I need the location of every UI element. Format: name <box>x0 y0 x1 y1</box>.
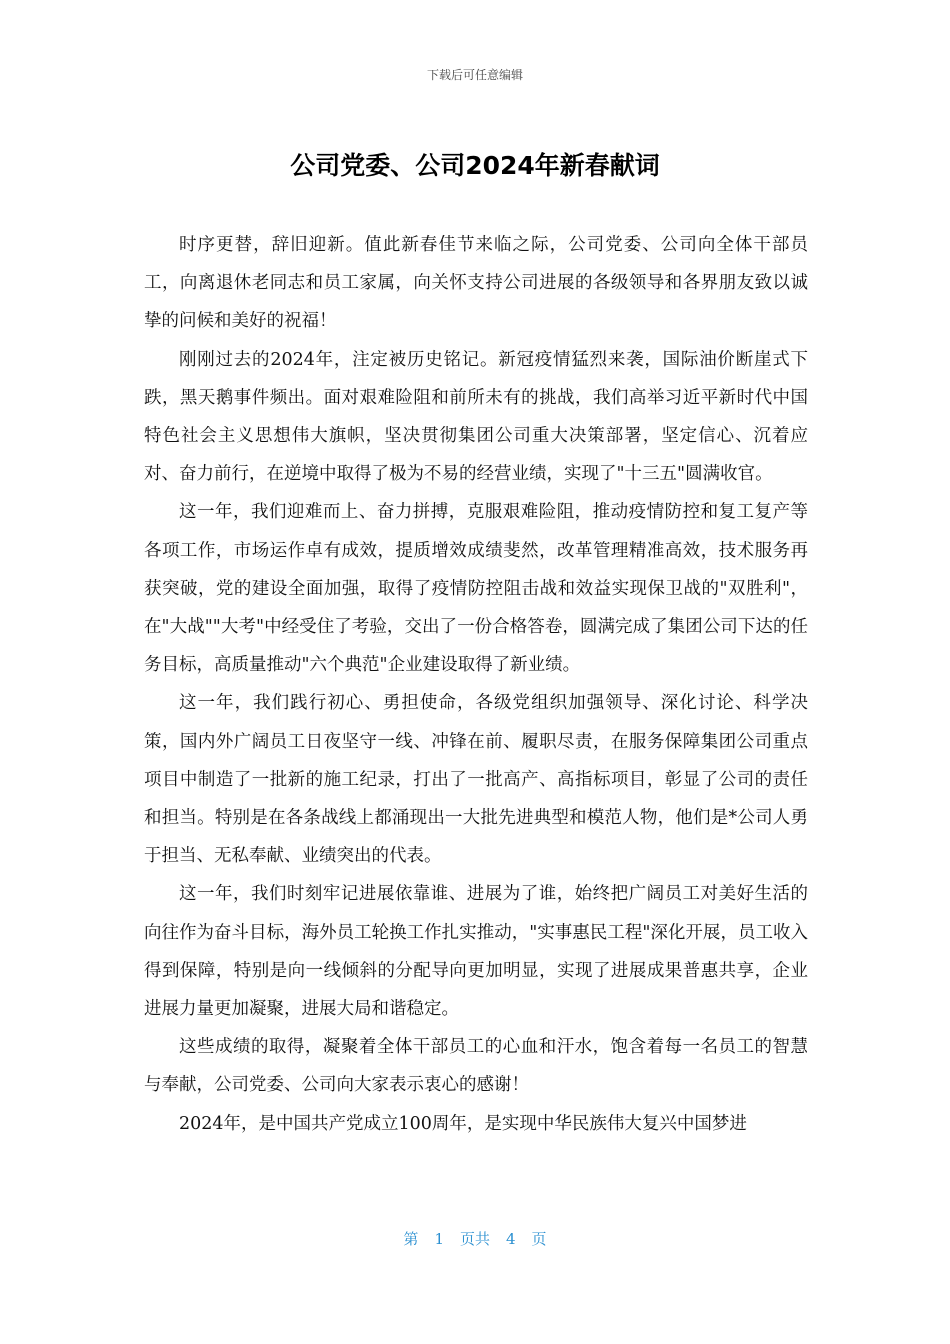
footer-current-page: 1 <box>434 1230 444 1248</box>
paragraph-2: 刚刚过去的2024年，注定被历史铭记。新冠疫情猛烈来袭，国际油价断崖式下跌，黑天鹅事件频出。面对艰难险阻和前所未有的挑战，我们高举习近平新时代中国特色社会主义思想伟大旗帜，坚决贯彻集团公司重大决策部署，坚定信心、沉着应对、奋力前行，在逆境中取得了极为不易的经营业绩，实现了"十三五"圆满收官。 <box>144 349 808 485</box>
paragraph-4: 这一年，我们践行初心、勇担使命，各级党组织加强领导、深化讨论、科学决策，国内外广阔员工日夜坚守一线、冲锋在前、履职尽责，在服务保障集团公司重点项目中制造了一批新的施工纪录，打出了一批高产、高指标项目，彰显了公司的责任和担当。特别是在各条战线上都涌现出一大批先进典型和模范人物，他们是*公司人勇于担当、无私奉献、业绩突出的代表。 <box>144 693 808 867</box>
page-header-note: 下载后可任意编辑 <box>426 68 523 82</box>
paragraph-1: 时序更替，辞旧迎新。值此新春佳节来临之际，公司党委、公司向全体干部员工，向离退休老同志和员工家属，向关怀支持公司进展的各级领导和各界朋友致以诚挚的问候和美好的祝福！ <box>144 235 808 332</box>
footer-total-pages: 4 <box>506 1230 516 1248</box>
page-footer <box>0 1228 950 1249</box>
paragraph-3: 这一年，我们迎难而上、奋力拼搏，克服艰难险阻，推动疫情防控和复工复产等各项工作，市场运作卓有成效，提质增效成绩斐然，改革管理精准高效，技术服务再获突破，党的建设全面加强，取得了疫情防控阻击战和效益实现保卫战的"双胜利"，在"大战""大考"中经受住了考验，交出了一份合格答卷，圆满完成了集团公司下达的任务目标，高质量推动"六个典范"企业建设取得了新业绩。 <box>144 502 808 676</box>
footer-middle: 页共 <box>459 1230 490 1248</box>
paragraph-5: 这一年，我们时刻牢记进展依靠谁、进展为了谁，始终把广阔员工对美好生活的向往作为奋斗目标，海外员工轮换工作扎实推动，"实事惠民工程"深化开展，员工收入得到保障，特别是向一线倾斜的分配导向更加明显，实现了进展成果普惠共享，企业进展力量更加凝聚，进展大局和谐稳定。 <box>144 884 808 1020</box>
footer-suffix: 页 <box>531 1230 547 1248</box>
document-title: 公司党委、公司2024年新春献词 <box>290 151 660 180</box>
paragraph-7: 2024年，是中国共产党成立100周年，是实现中华民族伟大复兴中国梦进 <box>179 1113 747 1134</box>
document-body <box>144 226 808 1143</box>
paragraph-6: 这些成绩的取得，凝聚着全体干部员工的心血和汗水，饱含着每一名员工的智慧与奉献，公司党委、公司向大家表示衷心的感谢！ <box>144 1037 808 1096</box>
footer-prefix: 第 <box>403 1230 419 1248</box>
